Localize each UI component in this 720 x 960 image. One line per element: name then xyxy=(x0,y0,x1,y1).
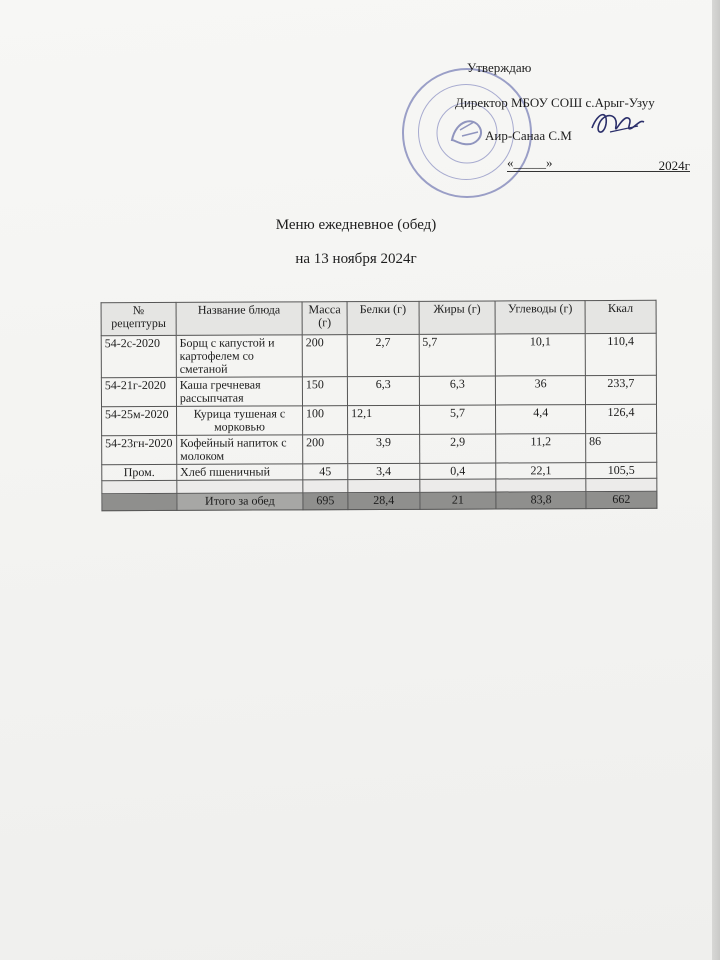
table-total-row xyxy=(102,491,657,510)
cell-mass: 150 xyxy=(302,377,347,406)
approval-date-prefix: «_____» xyxy=(507,155,553,170)
cell-carbs: 22,1 xyxy=(496,463,586,479)
col-header-recipe: № рецептуры xyxy=(101,302,176,335)
cell-proteins: 2,7 xyxy=(347,334,419,376)
table-row xyxy=(101,375,656,406)
col-header-proteins: Белки (г) xyxy=(347,301,419,334)
cell-kcal: 105,5 xyxy=(586,462,657,478)
cell-kcal: 110,4 xyxy=(585,333,656,375)
cell-recipe: 54-23гн-2020 xyxy=(102,435,177,464)
cell-fats: 0,4 xyxy=(419,463,496,479)
cell-dish: Хлеб пшеничный xyxy=(177,464,303,481)
cell-kcal: 126,4 xyxy=(585,404,656,433)
total-proteins: 28,4 xyxy=(348,492,420,509)
cell-mass: 45 xyxy=(303,464,348,480)
cell-carbs: 4,4 xyxy=(496,405,586,434)
cell-proteins: 6,3 xyxy=(347,376,419,405)
total-empty-cell xyxy=(102,493,177,510)
cell-dish: Каша гречневая рассыпчатая xyxy=(176,377,302,407)
paper-edge xyxy=(712,0,720,960)
cell-recipe: 54-25м-2020 xyxy=(102,406,177,435)
col-header-fats: Жиры (г) xyxy=(419,301,496,334)
menu-table xyxy=(101,300,658,511)
cell-fats: 6,3 xyxy=(419,376,496,405)
total-mass: 695 xyxy=(303,493,348,510)
cell-mass: 200 xyxy=(302,335,347,377)
cell-dish: Борщ с капустой и картофелем со сметаной xyxy=(176,335,302,378)
page-date: на 13 ноября 2024г xyxy=(295,251,417,267)
cell-dish: Кофейный напиток с молоком xyxy=(177,435,303,465)
total-kcal: 662 xyxy=(586,491,657,508)
cell-carbs: 11,2 xyxy=(496,434,586,463)
cell-recipe: 54-2с-2020 xyxy=(101,335,176,377)
table-header-row xyxy=(101,300,656,335)
cell-kcal: 86 xyxy=(586,433,657,462)
col-header-carbs: Углеводы (г) xyxy=(495,301,585,334)
cell-proteins: 3,9 xyxy=(348,434,420,463)
approval-name: Аир-Санаа С.М xyxy=(485,128,572,143)
cell-fats: 5,7 xyxy=(419,405,496,434)
col-header-mass: Масса (г) xyxy=(302,302,347,335)
col-header-dish: Название блюда xyxy=(176,302,302,336)
approval-director: Директор МБОУ СОШ с.Арыг-Узуу xyxy=(455,95,655,110)
cell-kcal: 233,7 xyxy=(585,375,656,404)
approval-date-year: 2024г xyxy=(658,158,690,173)
total-fats: 21 xyxy=(419,492,496,509)
col-header-kcal: Ккал xyxy=(585,300,656,333)
cell-proteins: 3,4 xyxy=(348,463,420,479)
director-signature xyxy=(588,106,648,147)
approval-title: Утверждаю xyxy=(467,60,532,75)
cell-recipe: Пром. xyxy=(102,464,177,480)
cell-mass: 200 xyxy=(303,435,348,464)
cell-fats: 5,7 xyxy=(419,334,496,376)
cell-carbs: 10,1 xyxy=(496,334,586,376)
total-label: Итого за обед xyxy=(177,493,303,511)
cell-mass: 100 xyxy=(302,406,347,435)
cell-proteins: 12,1 xyxy=(348,405,420,434)
cell-fats: 2,9 xyxy=(419,434,496,463)
table-row xyxy=(102,404,657,435)
cell-recipe: 54-21г-2020 xyxy=(101,377,176,406)
table-row xyxy=(102,433,657,464)
approval-date-line xyxy=(507,155,690,172)
cell-dish: Курица тушеная с морковью xyxy=(176,406,302,436)
page-title: Меню ежедневное (обед) xyxy=(275,217,437,233)
table-row xyxy=(101,333,656,377)
total-carbs: 83,8 xyxy=(496,492,586,509)
cell-carbs: 36 xyxy=(496,376,586,405)
